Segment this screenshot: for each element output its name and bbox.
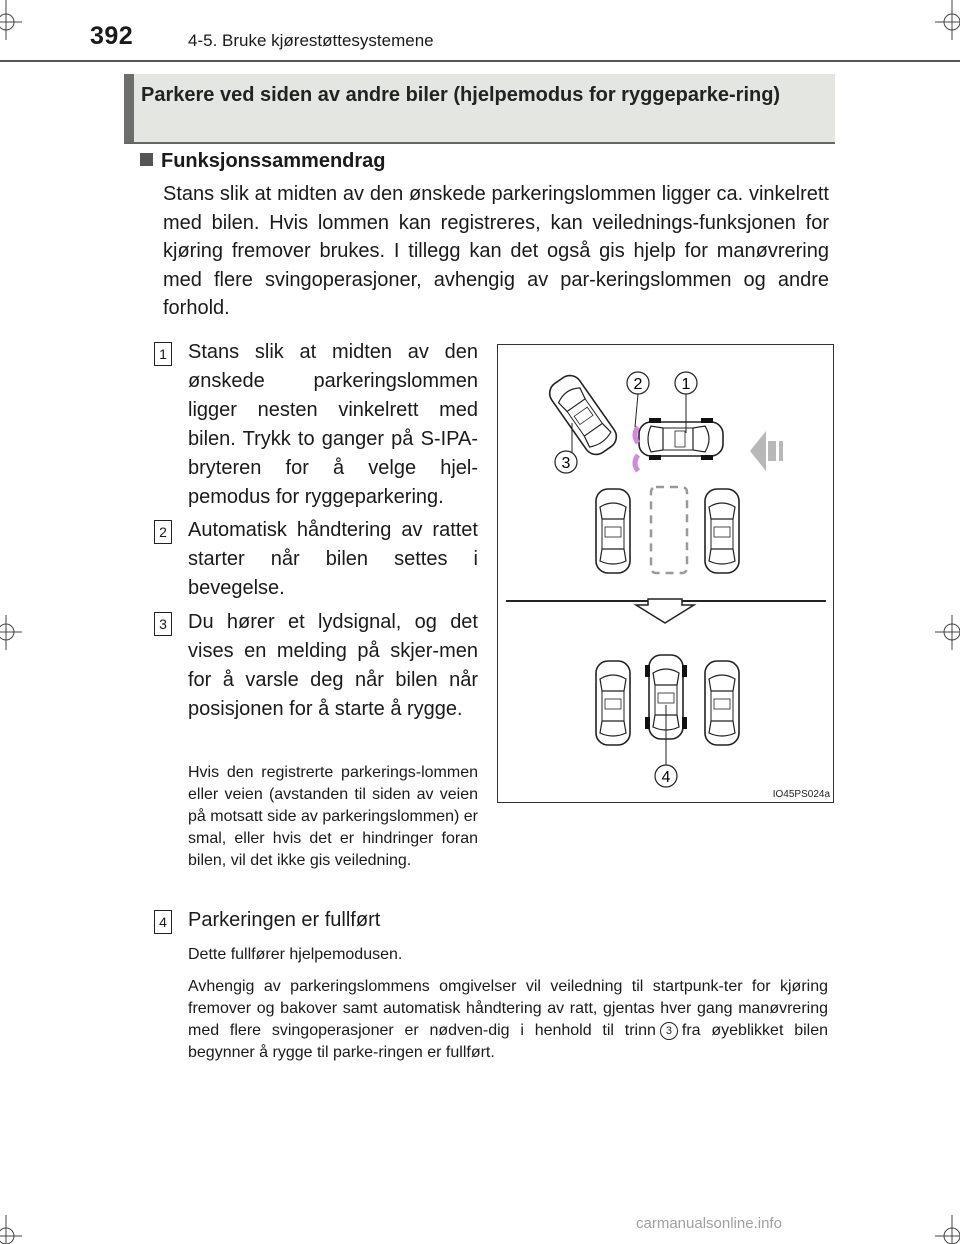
step-number-4: 4 [154,910,172,934]
step-number-3: 3 [154,612,172,636]
header-divider [0,60,960,62]
parked-car-right-bottom [705,661,739,745]
final-note-text-b: fra øyeblikket bilen begynner å rygge til parke-ringen er fullført. [188,1022,828,1061]
target-parking-slot [651,487,687,573]
step-ref-badge: 3 [660,1022,678,1040]
step-4-note: Dette fullfører hjelpemodusen. [188,946,403,963]
parking-diagram [497,344,834,803]
figure-code: IO45PS024a [772,789,830,800]
step-1-text: Stans slik at midten av den ønskede parkeringslommen ligger nesten vinkelrett med bilen. Trykk to ganger på S-IPA-bryteren for å velge hjel-pemodus for ryggeparkering. [188,341,478,508]
page-number: 392 [90,22,134,50]
step-3-note: Hvis den registrerte parkerings-lommen eller veien (avstanden til siden av veien på motsatt side av parkeringslommen) er smal, eller hvis det er hindringer foran bilen, vil det ikke gis veiledning. [188,764,478,869]
svg-text:3: 3 [561,455,571,472]
topic-banner [124,74,835,144]
turning-car [545,371,621,459]
own-car [639,418,723,460]
step-3-text: Du hører et lydsignal, og det vises en melding på skjer-men for å varsle deg når bilen når posisjonen for å starte å rygge. [188,611,478,720]
subheading [140,150,386,173]
down-arrow [636,599,694,623]
svg-text:4: 4 [661,769,671,786]
parked-car-right-top [705,489,739,573]
section-title: 4-5. Bruke kjørestøttesystemene [188,31,434,50]
svg-text:1: 1 [681,376,691,393]
parked-car-left-bottom [596,661,630,745]
parking-illustration [498,345,833,802]
banner-accent-bar [124,74,134,142]
step-number-2: 2 [154,520,172,544]
sensor-mark-rear [635,455,638,471]
banner-title: Parkere ved siden av andre biler (hjelpemodus for ryggeparke-ring) [141,84,781,106]
step-2-text: Automatisk håndtering av rattet starter når bilen settes i bevegelse. [188,519,478,599]
watermark: carmanualsonline.info [636,1215,782,1232]
subheading-text: Funksjonssammendrag [161,150,386,172]
step-number-1: 1 [154,342,172,366]
sensor-mark-front [635,427,638,443]
square-bullet-icon [140,153,153,166]
callout-2 [627,372,649,427]
svg-text:2: 2 [633,376,643,393]
intro-paragraph: Stans slik at midten av den ønskede parkeringslommen ligger ca. vinkelrett med bilen. Hvis lommen kan registreres, kan veilednings-funksjonen for kjøring fremover brukes. I tillegg kan det også gis hjelp for manøvrering med flere svingoperasjoner, avhengig av par-keringslommen og andre forhold. [163,183,829,319]
step-4-text: Parkeringen er fullført [188,909,381,931]
parked-car-left-top [596,489,630,573]
final-note-text-a: Avhengig av parkeringslommens omgivelser vil veiledning til startpunk-ter for kjøring fremover og bakover samt automatisk håndtering av ratt, gjentas hver gang manøvrering med flere svingoperasjoner er nødven-dig i henhold til trinn [188,978,828,1039]
direction-arrow [750,431,783,471]
final-note [188,976,828,1064]
